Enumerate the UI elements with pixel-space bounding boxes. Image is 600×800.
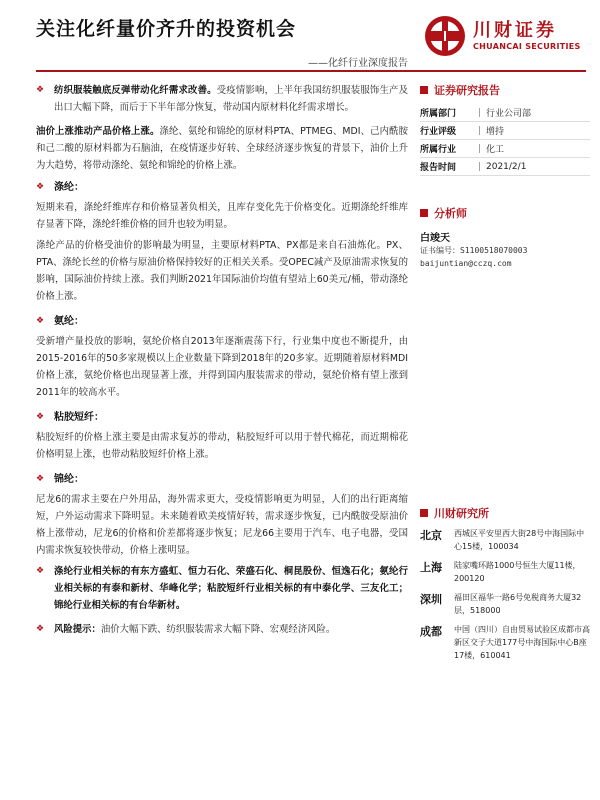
report-info-heading: 证券研究报告 [420,82,590,98]
risk-paragraph [36,621,408,641]
intro-lead: 纺织服装触底反弹带动化纤需求改善。 [54,85,217,96]
analyst-panel [420,205,590,270]
analyst-heading: 分析师 [420,205,590,221]
analyst-email[interactable]: baijuntian@cczq.com [420,259,512,268]
info-row: 所属行业 | 化工 [420,140,590,158]
diamond-bullet-icon: ❖ [36,474,45,484]
report-info-panel [420,82,590,176]
section-heading-polyester: ❖ 涤纶： [36,179,408,196]
square-bullet-icon [420,86,428,94]
diamond-bullet-icon: ❖ [36,316,45,326]
brand-logo [423,14,583,58]
brand-name-cn: 川财证券 [473,20,557,41]
price-text: 涤纶、氨纶和锦纶的原材料PTA、PTMEG、MDI、己内酰胺和己二酸的原材料都为石脑油，在疫情逐步好转、全球经济逐步恢复的背景下，油价上升为大趋势，将带动涤纶、氨纶和锦纶的价格上涨。 [36,126,408,171]
price-paragraph [36,123,408,174]
section-paragraph: 粘胶短纤的价格上涨主要是由需求复苏的带动，粘胶短纤可以用于替代棉花，而近期棉花价格明显上涨，也带动粘胶短纤价格上涨。 [36,432,408,460]
section-heading-nylon: ❖ 锦纶： [36,471,408,488]
price-lead: 油价上涨推动产品价格上涨。 [36,126,160,137]
intro-paragraph [36,82,408,119]
report-title: 关注化纤量价齐升的投资机会 [36,18,297,40]
analyst-name: 白竣天 [420,233,450,244]
square-bullet-icon [420,509,428,517]
section-paragraph: 受新增产量投放的影响，氨纶价格自2013年逐渐震荡下行，行业集中度也不断提升，由2015-2016年的50多家规模以上企业数量下降到2018年的20多家。近期随着原材料MDI价格上涨，氨纶价格也出现显著上涨，并得到国内服装需求的带动，氨纶价格有望上涨到2011年的较高水平。 [36,336,408,398]
intro-text: 受疫情影响，上半年我国纺织服装服饰生产及出口大幅下降，而后于下半年部分恢复，带动国内原材料化纤需求增长。 [54,85,408,113]
square-bullet-icon [420,209,428,217]
institute-heading: 川财研究所 [420,505,590,521]
office-beijing: 北京 西城区平安里西大街28号中海国际中心15楼，100034 [420,529,585,551]
info-row: 所属部门 | 行业公司部 [420,104,590,122]
diamond-bullet-icon: ❖ [36,566,45,576]
header-divider [36,70,586,72]
section-heading-spandex: ❖ 氨纶： [36,313,408,330]
section-heading-viscose: ❖ 粘胶短纤： [36,409,408,426]
office-chengdu: 成都 中国（四川）自由贸易试验区成都市高新区交子大道177号中海国际中心B座17楼，610041 [420,625,590,660]
risk-label: 风险提示： [54,624,101,635]
diamond-bullet-icon: ❖ [36,624,45,634]
section-paragraph: 短期来看，涤纶纤维库存和价格显著负相关，且库存变化先于价格变化。近期涤纶纤维库存显著下降，涤纶纤维价格的回升也较为明显。 [36,202,408,230]
section-paragraph: 尼龙6的需求主要在户外用品，海外需求更大，受疫情影响更为明显，人们的出行距离缩短，户外运动需求下降明显。未来随着欧美疫情好转，需求逐步恢复，已内酰胺受原油价格上涨带动，尼龙6的价格和价差都将逐步恢复；尼龙66主要用于汽车、电子电器，受国内需求恢复较快带动，价格上涨明显。 [36,494,408,556]
info-row: 报告时间 | 2021/2/1 [420,158,590,176]
diamond-bullet-icon: ❖ [36,85,45,95]
diamond-bullet-icon: ❖ [36,182,45,192]
report-subtitle: ——化纤行业深度报告 [308,58,408,69]
diamond-bullet-icon: ❖ [36,412,45,422]
institute-panel [420,505,590,668]
office-shenzhen: 深圳 福田区福华一路6号免税商务大厦32层，518000 [420,593,582,615]
stocks-paragraph: ❖ 涤纶行业相关标的有东方盛虹、恒力石化、荣盛石化、桐昆股份、恒逸石化；氨纶行业相关标的有泰和新材、华峰化学；粘胶短纤行业相关标的有中泰化学、三友化工；锦纶行业相关标的有台华新材。 [36,563,408,617]
brand-name-en: CHUANCAI SECURITIES [473,42,581,51]
chuancai-logo-icon [423,14,467,58]
analyst-cert: 证书编号：S1100518070003 [420,246,528,255]
info-row: 行业评级 | 增持 [420,122,590,140]
office-shanghai: 上海 陆家嘴环路1000号恒生大厦11楼，200120 [420,561,581,583]
main-content [36,82,408,641]
risk-text: 油价大幅下跌、纺织服装需求大幅下降、宏观经济风险。 [100,624,336,635]
section-paragraph: 涤纶产品的价格受油价的影响最为明显，主要原材料PTA、PX都是来自石油炼化。PX、PTA、涤纶长丝的价格与原油价格保持较好的正相关关系。受OPEC减产及原油需求恢复的影响，国际油价持续上涨。我们判断2021年国际油价均值有望站上60美元/桶，带动涤纶价格上涨。 [36,240,408,302]
